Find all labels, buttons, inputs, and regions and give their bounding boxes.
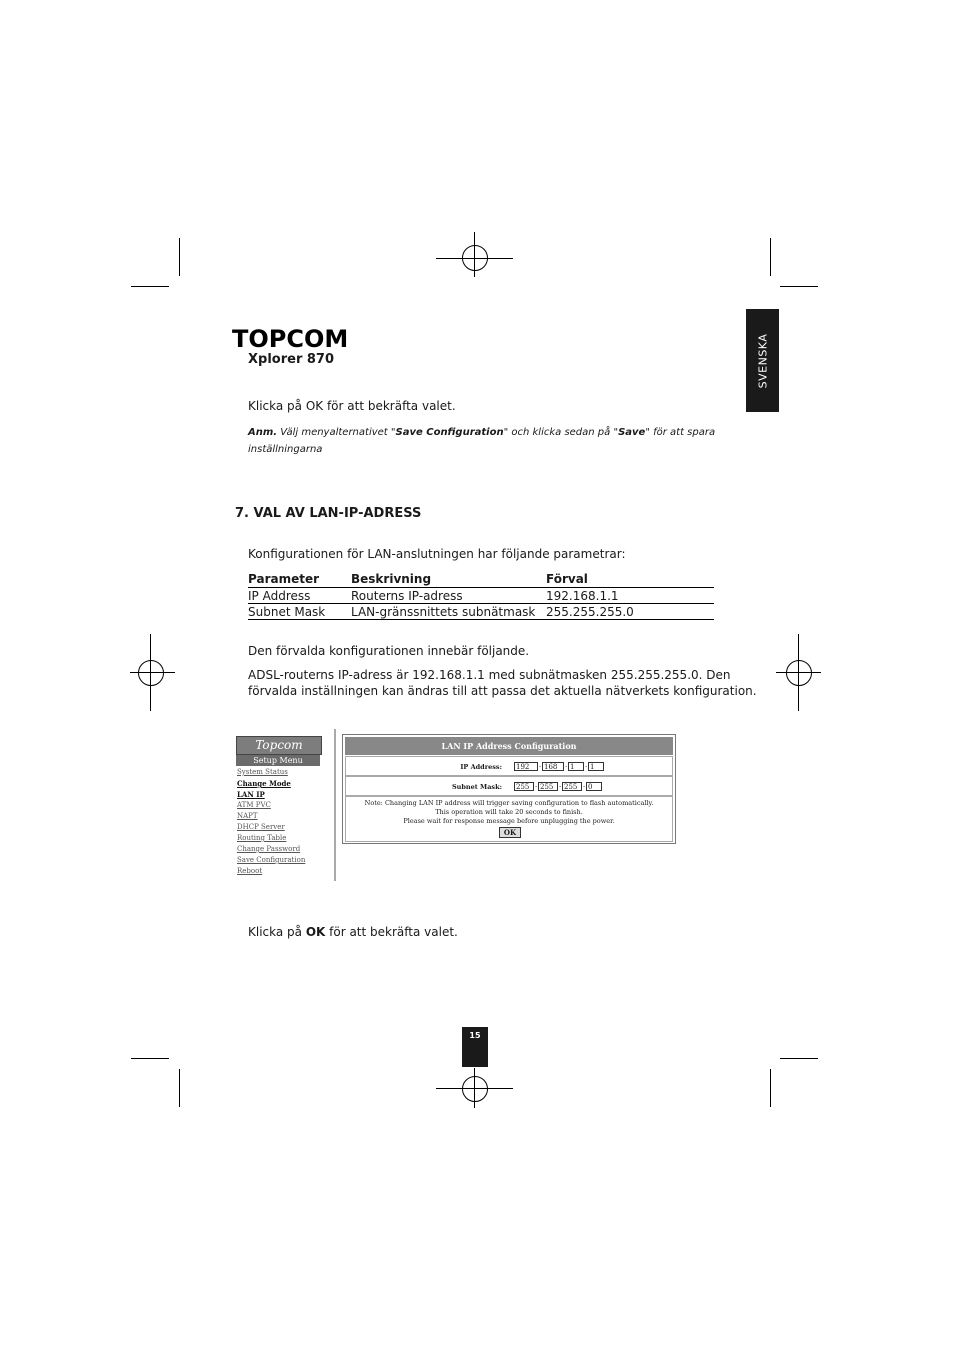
ip-address-row: IP Address: 192 . 168 . 1 . 1 — [345, 756, 673, 776]
note-save-item: Save — [618, 427, 646, 438]
ip-octet-4[interactable]: 1 — [588, 762, 604, 771]
parameter-table — [248, 571, 714, 620]
svg-text:TOPCOM: TOPCOM — [232, 325, 349, 353]
paragraph-adsl-line2: förvalda inställningen kan ändras till att passa det aktuella nätverkets konfiguration. — [248, 684, 757, 698]
intro-text: Klicka på OK för att bekräfta valet. — [248, 399, 456, 413]
ok-emphasis: OK — [305, 925, 326, 939]
menu-link[interactable]: System Status — [237, 768, 288, 776]
table-header-row — [248, 571, 714, 588]
table-intro: Konfigurationen för LAN-anslutningen har följande parametrar: — [248, 547, 626, 561]
setup-menu-list — [237, 767, 305, 877]
menu-link[interactable]: Change Mode — [237, 779, 291, 788]
ip-octet-2[interactable]: 168 — [542, 762, 564, 771]
menu-link[interactable]: Save Configuration — [237, 856, 306, 864]
language-tab-label: SVENSKA — [756, 333, 769, 388]
ip-address-label: IP Address: — [460, 763, 502, 771]
paragraph-default-config: Den förvalda konfigurationen innebär följande. — [248, 644, 530, 658]
column-header: Beskrivning — [351, 571, 546, 588]
table-cell: 192.168.1.1 — [546, 588, 714, 604]
paragraph-adsl-line1: ADSL-routerns IP-adress är 192.168.1.1 med subnätmasken 255.255.255.0. Den — [248, 668, 731, 682]
mask-octet-2[interactable]: 255 — [538, 782, 558, 791]
table-cell: IP Address — [248, 588, 351, 604]
ip-octet-1[interactable]: 192 — [514, 762, 538, 771]
mask-octet-1[interactable]: 255 — [514, 782, 534, 791]
menu-link-active[interactable]: LAN IP — [237, 790, 265, 799]
panel-note-line: This operation will take 20 seconds to finish. — [435, 808, 583, 816]
subnet-mask-label: Subnet Mask: — [451, 783, 502, 791]
note-label: Anm. — [248, 427, 278, 438]
ok-button[interactable]: OK — [499, 827, 521, 838]
menu-link[interactable]: ATM PVC — [237, 801, 271, 809]
menu-link[interactable]: DHCP Server — [237, 823, 285, 831]
subnet-mask-row: Subnet Mask: 255 . 255 . 255 . 0 — [345, 776, 673, 796]
table-row — [248, 604, 714, 620]
menu-link[interactable]: Reboot — [237, 867, 263, 875]
frame-divider — [334, 729, 336, 881]
menu-link[interactable]: NAPT — [237, 812, 258, 820]
language-tab — [746, 309, 779, 412]
mask-octet-3[interactable]: 255 — [562, 782, 582, 791]
section-heading: 7. VAL AV LAN-IP-ADRESS — [235, 506, 422, 521]
model-name: Xplorer 870 — [248, 352, 335, 367]
router-brand-banner: Topcom — [236, 736, 322, 755]
note-text: Anm. Välj menyalternativet "Save Configuration" och klicka sedan på "Save" för att spara inställningarna — [248, 427, 716, 455]
table-cell: 255.255.255.0 — [546, 604, 714, 620]
footer-instruction: Klicka på OK för att bekräfta valet. — [248, 925, 458, 939]
menu-link[interactable]: Routing Table — [237, 834, 287, 842]
ip-octet-3[interactable]: 1 — [568, 762, 584, 771]
mask-octet-4[interactable]: 0 — [586, 782, 602, 791]
table-row — [248, 588, 714, 604]
setup-menu-header: Setup Menu — [236, 755, 320, 766]
column-header: Förval — [546, 571, 714, 588]
note-menu-item: Save Configuration — [395, 427, 504, 438]
table-cell: Subnet Mask — [248, 604, 351, 620]
panel-note-line: Please wait for response message before unplugging the power. — [403, 817, 615, 825]
lan-ip-config-panel — [342, 734, 676, 844]
page-number: 15 — [462, 1027, 488, 1067]
panel-note-line: Note: Changing LAN IP address will trigger saving configuration to flash automatically. — [364, 799, 654, 807]
column-header: Parameter — [248, 571, 351, 588]
menu-link[interactable]: Change Password — [237, 845, 301, 853]
topcom-logo — [232, 324, 349, 353]
table-cell: LAN-gränssnittets subnätmask — [351, 604, 546, 620]
table-cell: Routerns IP-adress — [351, 588, 546, 604]
panel-title: LAN IP Address Configuration — [345, 737, 673, 755]
